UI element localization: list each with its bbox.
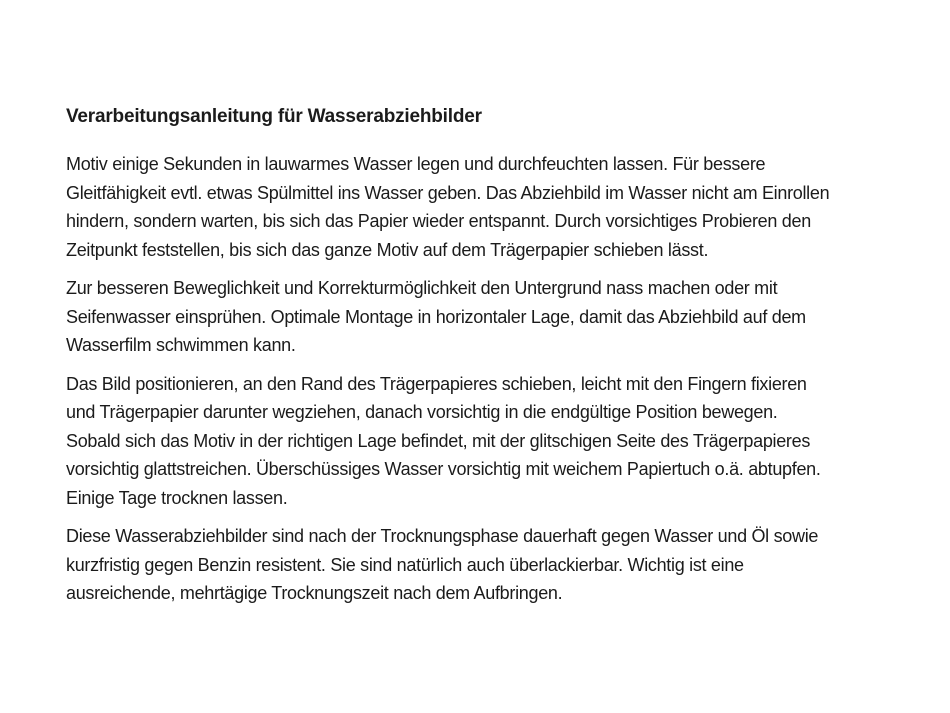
paragraph-positioning xyxy=(66,370,884,513)
document-title: Verarbeitungsanleitung für Wasserabziehbilder xyxy=(66,106,482,127)
text-line: Zeitpunkt feststellen, bis sich das ganze Motiv auf dem Trägerpapier schieben lässt. xyxy=(66,239,709,260)
text-line: Sobald sich das Motiv in der richtigen Lage befindet, mit der glitschigen Seite des Trägerpapieres xyxy=(66,430,811,451)
text-line: und Trägerpapier darunter wegziehen, danach vorsichtig in die endgültige Position bewegen. xyxy=(66,402,778,422)
text-line: Zur besseren Beweglichkeit und Korrekturmöglichkeit den Untergrund nass machen oder mit xyxy=(66,278,778,298)
text-line: vorsichtig glattstreichen. Überschüssiges Wasser vorsichtig mit weichem Papiertuch o.ä. abtupfen. xyxy=(66,459,821,479)
text-line: Motiv einige Sekunden in lauwarmes Wasser legen und durchfeuchten lassen. Für bessere xyxy=(66,154,766,174)
text-line: hindern, sondern warten, bis sich das Papier wieder entspannt. Durch vorsichtiges Probieren den xyxy=(66,211,811,231)
paragraph-surface-prep xyxy=(66,274,884,360)
text-line: Diese Wasserabziehbilder sind nach der Trocknungsphase dauerhaft gegen Wasser und Öl sowie xyxy=(66,526,819,546)
paragraph-durability xyxy=(66,522,884,608)
text-line: Einige Tage trocknen lassen. xyxy=(66,487,288,508)
text-line: Gleitfähigkeit evtl. etwas Spülmittel ins Wasser geben. Das Abziehbild im Wasser nicht am Einrollen xyxy=(66,182,830,203)
text-line: ausreichende, mehrtägige Trocknungszeit nach dem Aufbringen. xyxy=(66,583,563,603)
text-line: Wasserfilm schwimmen kann. xyxy=(66,335,296,355)
text-line: Das Bild positionieren, an den Rand des Trägerpapieres schieben, leicht mit den Fingern fixieren xyxy=(66,373,807,394)
text-line: Seifenwasser einsprühen. Optimale Montage in horizontaler Lage, damit das Abziehbild auf dem xyxy=(66,306,806,327)
text-line: kurzfristig gegen Benzin resistent. Sie sind natürlich auch überlackierbar. Wichtig ist eine xyxy=(66,554,744,575)
paragraph-soaking xyxy=(66,150,884,264)
